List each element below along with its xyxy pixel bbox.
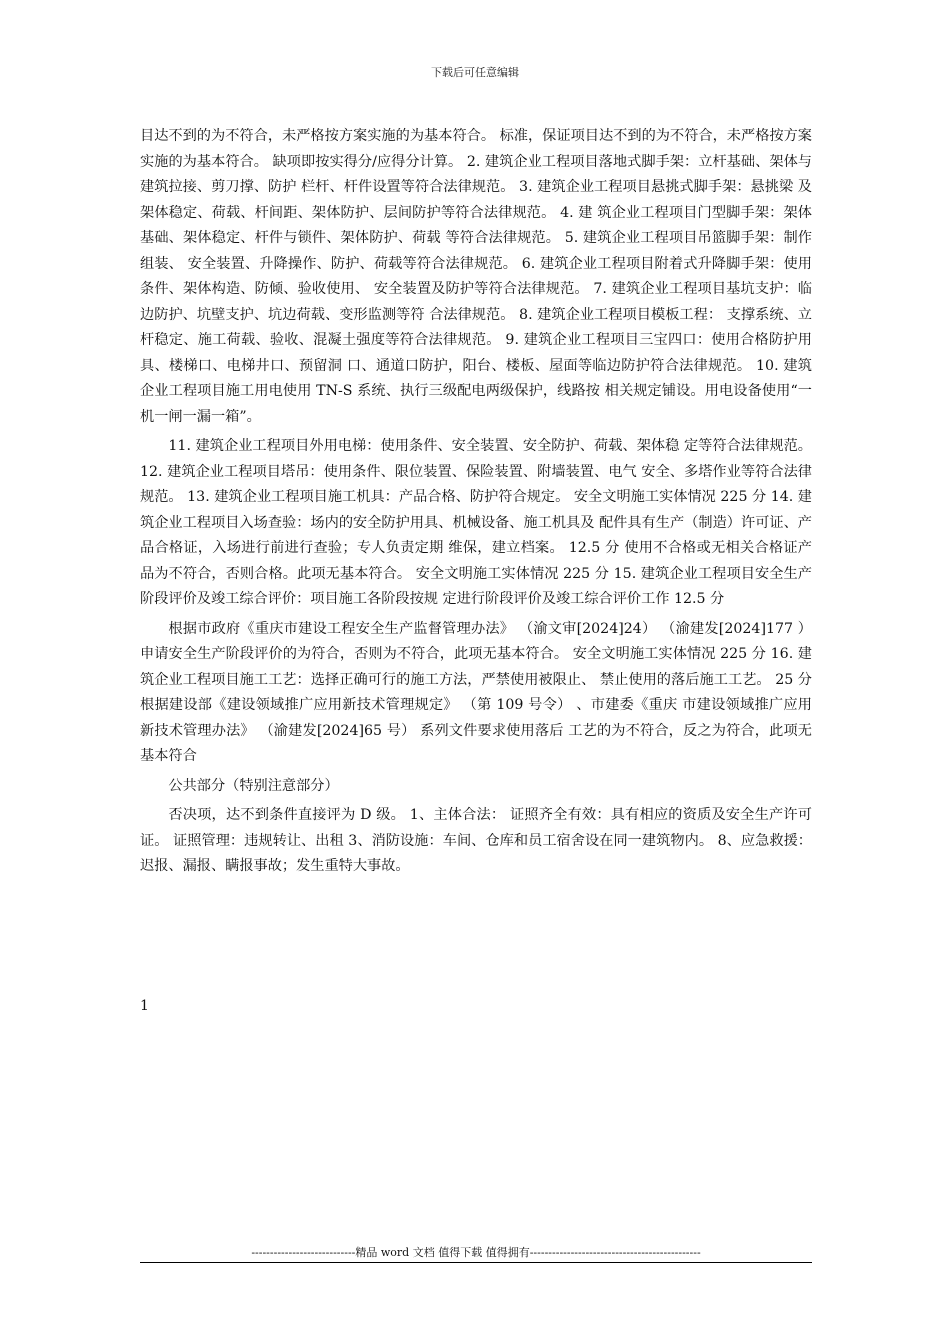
page-footer: ----------------------------精品 word 文档 值得下载 值得拥有---------------------------------------------- [251, 1246, 701, 1259]
paragraph-5: 否决项，达不到条件直接评为 D 级。 1、主体合法： 证照齐全有效：具有相应的资质及安全生产许可证。 证照管理：违规转让、出租 3、消防设施：车间、仓库和员工宿舍设在同一建筑物内。 8、应急救援：迟报、漏报、瞒报事故；发生重特大事故。 [140, 807, 812, 874]
paragraph-4: 公共部分（特别注意部分） [168, 777, 339, 794]
footer-rule [140, 1262, 812, 1263]
paragraph-3: 根据市政府《重庆市建设工程安全生产监督管理办法》 （渝文审[2024]24） （渝建发[2024]177 ） 申请安全生产阶段评价的为符合，否则为不符合，此项无基本符合。 安全文明施工实体情况 225 分 16. 建筑企业工程项目施工工艺：选择正确可行的施工方法，严禁使用被限止、 禁止使用的落后施工工艺。 25 分 根据建设部《建设领域推广应用新技术管理规定》 （第 109 号令） 、市建委《重庆 市建设领域推广应用新技术管理办法》 （渝建发[2024]65 号） 系列文件要求使用落后 工艺的为不符合，反之为符合，此项无基本符合 [140, 620, 812, 764]
paragraph-2: 11. 建筑企业工程项目外用电梯：使用条件、安全装置、安全防护、荷载、架体稳 定等符合法律规范。 12. 建筑企业工程项目塔吊：使用条件、限位装置、保险装置、附墙装置、电气 安全、多塔作业等符合法律规范。 13. 建筑企业工程项目施工机具：产品合格、防护符合规定。 安全文明施工实体情况 225 分 14. 建筑企业工程项目入场查验：场内的安全防护用具、机械设备、施工机具及 配件具有生产（制造）许可证、产品合格证，入场进行前进行查验；专人负责定期 维保，建立档案。 12.5 分 使用不合格或无相关合格证产品为不符合，否则合格。此项无基本符合。 安全文明施工实体情况 225 分 15. 建筑企业工程项目安全生产阶段评价及竣工综合评价：项目施工各阶段按规 定进行阶段评价及竣工综合评价工作 12.5 分 [140, 438, 812, 607]
page-number: 1 [140, 998, 149, 1014]
paragraph-1: 目达不到的为不符合，未严格按方案实施的为基本符合。 标准，保证项目达不到的为不符合，未严格按方案实施的为基本符合。 缺项即按实得分/应得分计算。 2. 建筑企业工程项目落地式脚手架：立杆基础、架体与建筑拉接、剪刀撑、防护 栏杆、杆件设置等符合法律规范。 3. 建筑企业工程项目悬挑式脚手架：悬挑梁 及架体稳定、荷载、杆间距、架体防护、层间防护等符合法律规范。 4. 建 筑企业工程项目门型脚手架：架体基础、架体稳定、杆件与锁件、架体防护、荷载 等符合法律规范。 5. 建筑企业工程项目吊篮脚手架：制作组装、 安全装置、升降操作、防护、荷载等符合法律规范。 6. 建筑企业工程项目附着式升降脚手架：使用条件、架体构造、防倾、验收使用、 安全装置及防护等符合法律规范。 7. 建筑企业工程项目基坑支护：临边防护、坑壁支护、坑边荷载、变形监测等符 合法律规范。 8. 建筑企业工程项目模板工程： 支撑系统、立杆稳定、施工荷载、验收、混凝土强度等符合法律规范。 9. 建筑企业工程项目三宝四口：使用合格防护用具、楼梯口、电梯井口、预留洞 口、通道口防护，阳台、楼板、屋面等临边防护符合法律规范。 10. 建筑企业工程项目施工用电使用 TN-S 系统、执行三级配电两级保护，线路按 相关规定铺设。用电设备使用“一机一闸一漏一箱”。 [140, 128, 812, 425]
page-header: 下载后可任意编辑 [431, 66, 519, 79]
document-body [140, 124, 812, 880]
